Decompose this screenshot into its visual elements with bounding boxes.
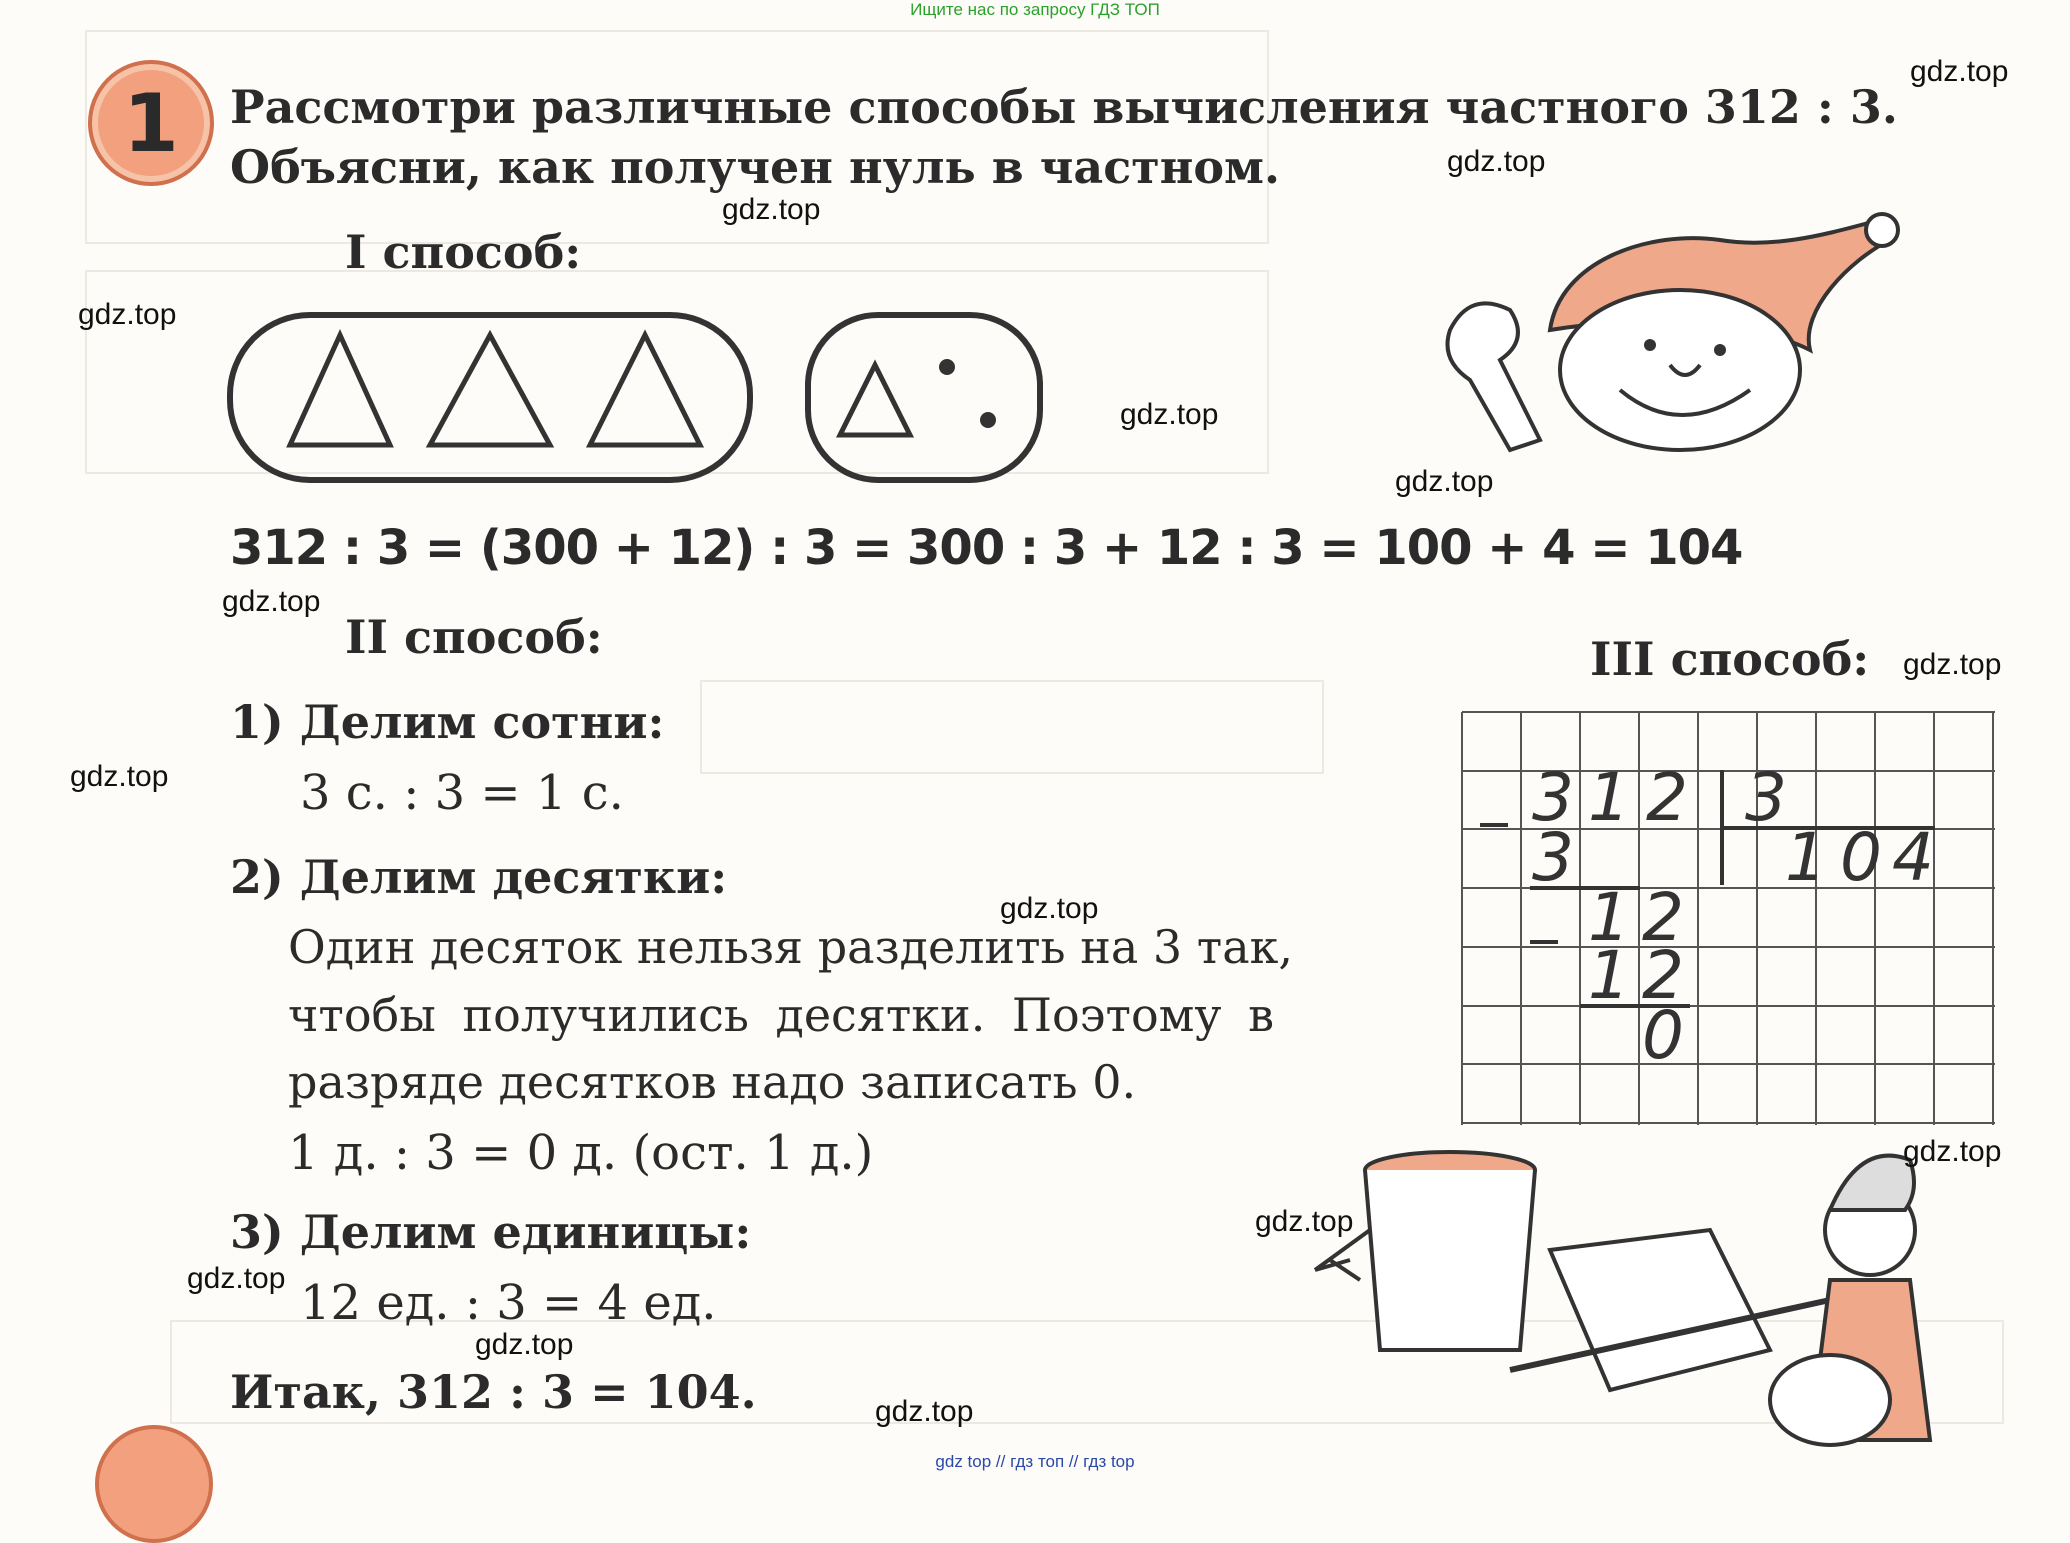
quotient-digit: 4 [1892, 819, 1934, 896]
step1-heading: 1) Делим сотни: [230, 695, 665, 749]
watermark: gdz.top [1910, 55, 2009, 88]
partial-dividend-digit: 1 [1588, 879, 1630, 956]
ghost-table [85, 30, 1269, 244]
ghost-table [700, 680, 1324, 774]
method2-heading: II способ: [345, 610, 603, 664]
triangle-icon [430, 335, 550, 445]
triangle-icon [590, 335, 700, 445]
step2-equation: 1 д. : 3 = 0 д. (ост. 1 д.) [288, 1125, 874, 1181]
dividend-digit: 3 [1532, 759, 1574, 836]
watermark: gdz.top [78, 298, 177, 331]
gnome-illustration [1420, 200, 1910, 490]
watermark: gdz.top [1000, 892, 1099, 925]
top-note: Ищите нас по запросу ГДЗ ТОП [910, 0, 1160, 19]
dot-icon [939, 359, 955, 375]
watermark: gdz.top [875, 1395, 974, 1428]
partial-dividend-digit: 2 [1642, 879, 1684, 956]
subtrahend-digit: 3 [1532, 819, 1574, 896]
method3-heading: III способ: [1590, 632, 1870, 686]
dot-icon [980, 412, 996, 428]
gnome-sawing-illustration [1310, 1150, 2000, 1450]
watermark: gdz.top [1903, 1135, 2002, 1168]
quotient-digit: 1 [1785, 819, 1827, 896]
watermark: gdz.top [1903, 648, 2002, 681]
watermark: gdz.top [70, 760, 169, 793]
remainder-digit: 0 [1642, 997, 1684, 1074]
gnome-hand [1448, 303, 1541, 450]
gnome-hat [1830, 1156, 1914, 1210]
step2-text-line: чтобы получились десятки. Поэтому в [288, 988, 1275, 1042]
dividend-digit: 2 [1646, 759, 1688, 836]
watermark: gdz.top [1395, 465, 1494, 498]
method1-equation: 312 : 3 = (300 + 12) : 3 = 300 : 3 + 12 : 3 = 100 + 4 = 104 [230, 520, 1743, 576]
triangle-icon [840, 365, 910, 435]
watermark: gdz.top [1120, 398, 1219, 431]
hundreds-tens-diagram [220, 305, 1050, 490]
quotient-digit: 0 [1840, 819, 1882, 896]
task-number: 1 [123, 76, 179, 170]
watermark: gdz.top [187, 1262, 286, 1295]
step2-text-line: Один десяток нельзя разделить на 3 так, [288, 920, 1294, 974]
step3-heading: 3) Делим единицы: [230, 1205, 752, 1259]
step2-text-line: разряде десятков надо записать 0. [288, 1055, 1137, 1109]
stump [1365, 1170, 1535, 1350]
step3-equation: 12 ед. : 3 = 4 ед. [300, 1275, 717, 1331]
next-task-badge [95, 1425, 213, 1543]
watermark: gdz.top [1447, 145, 1546, 178]
dividend-digit: 1 [1588, 759, 1630, 836]
conclusion: Итак, 312 : 3 = 104. [230, 1365, 757, 1419]
step1-equation: 3 с. : 3 = 1 с. [300, 765, 624, 821]
watermark: gdz.top [722, 193, 821, 226]
watermark: gdz.top [475, 1328, 574, 1361]
task-number-badge [88, 60, 214, 186]
step2-heading: 2) Делим десятки: [230, 850, 728, 904]
long-division-grid [1460, 710, 2000, 1130]
tens-ones-group [808, 315, 1040, 480]
method1-heading: I способ: [345, 225, 582, 279]
divisor-digit: 3 [1745, 759, 1787, 836]
log [1550, 1230, 1770, 1390]
task-title-line1: Рассмотри различные способы вычисления частного 312 : 3. [230, 80, 1898, 134]
subtrahend-digit: 2 [1642, 937, 1684, 1014]
bottom-note: gdz top // гдз топ // гдз top [935, 1452, 1135, 1471]
watermark: gdz.top [1255, 1205, 1354, 1238]
task-title-line2: Объясни, как получен нуль в частном. [230, 140, 1281, 194]
triangle-icon [290, 335, 390, 445]
hat-pompom [1866, 214, 1898, 246]
bucket [1770, 1355, 1890, 1445]
watermark: gdz.top [222, 585, 321, 618]
gnome-face [1560, 290, 1800, 450]
subtrahend-digit: 1 [1588, 937, 1630, 1014]
